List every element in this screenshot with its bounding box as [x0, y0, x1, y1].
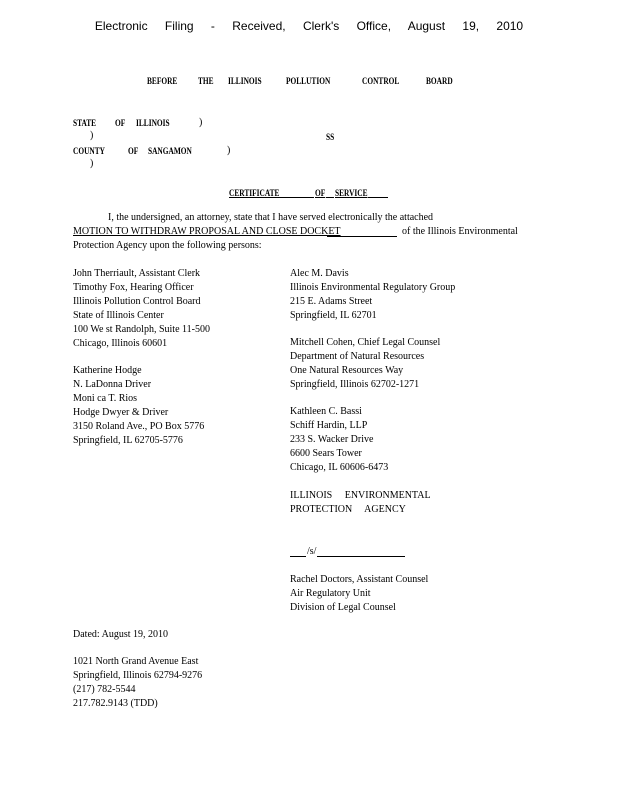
- agency-line: PROTECTION AGENCY: [290, 504, 406, 515]
- list-item: 215 E. Adams Street: [290, 296, 373, 307]
- list-item: 100 We st Randolph, Suite 11-500: [73, 324, 210, 335]
- service-list-left-2: [73, 364, 204, 448]
- signer-line: Air Regulatory Unit: [290, 588, 371, 599]
- list-item: Springfield, IL 62701: [290, 310, 377, 321]
- list-item: Katherine Hodge: [73, 365, 142, 376]
- body-line-2: of the Illinois Environmental: [402, 226, 518, 237]
- state-label: STATE: [73, 118, 97, 128]
- list-item: State of Illinois Center: [73, 310, 164, 321]
- filing-stamp: Electronic Filing - Received, Clerk's Office, August 19, 2010: [94, 19, 524, 33]
- agency-line: ILLINOIS ENVIRONMENTAL: [290, 490, 431, 501]
- address-line: 1021 North Grand Avenue East: [73, 656, 199, 667]
- title-of: OF: [315, 188, 326, 198]
- list-item: Illinois Pollution Control Board: [73, 296, 201, 307]
- caption-control: CONTROL: [362, 76, 400, 86]
- title-underline-gap: [276, 197, 314, 198]
- list-item: Timothy Fox, Hearing Officer: [73, 282, 194, 293]
- list-item: John Therriault, Assistant Clerk: [73, 268, 201, 279]
- list-item: 3150 Roland Ave., PO Box 5776: [73, 421, 205, 432]
- county-label: COUNTY: [73, 146, 105, 156]
- caption-illinois: ILLINOIS: [228, 76, 262, 86]
- caption-pollution: POLLUTION: [286, 76, 331, 86]
- title-underline-tail: [368, 197, 388, 198]
- title-underline-gap-2: [326, 197, 334, 198]
- list-item: One Natural Resources Way: [290, 365, 404, 376]
- signature-line-left: [290, 556, 306, 557]
- list-item: 233 S. Wacker Drive: [290, 434, 374, 445]
- county-name: SANGAMON: [148, 146, 192, 156]
- dated-line: Dated: August 19, 2010: [73, 629, 168, 640]
- service-list-left-1: [73, 267, 210, 351]
- state-name: ILLINOIS: [136, 118, 170, 128]
- service-list-right-1: [290, 267, 455, 323]
- list-item: Schiff Hardin, LLP: [290, 420, 368, 431]
- county-of: OF: [128, 146, 139, 156]
- caption-the: THE: [198, 76, 214, 86]
- address-line: Springfield, Illinois 62794-9276: [73, 670, 203, 681]
- address-line: 217.782.9143 (TDD): [73, 698, 158, 709]
- county-paren: ): [227, 145, 231, 156]
- title-service: SERVICE: [335, 188, 368, 198]
- service-list-right-3: [290, 405, 388, 475]
- motion-underline: [327, 236, 397, 237]
- list-item: Springfield, IL 62705-5776: [73, 435, 183, 446]
- state-paren: ): [199, 117, 203, 128]
- county-paren-2: ): [90, 158, 94, 169]
- caption-before: BEFORE: [147, 76, 178, 86]
- list-item: Department of Natural Resources: [290, 351, 425, 362]
- list-item: Moni ca T. Rios: [73, 393, 138, 404]
- signature: /s/: [307, 546, 317, 557]
- list-item: Springfield, Illinois 62702-1271: [290, 379, 420, 390]
- body-line-3: Protection Agency upon the following persons:: [73, 240, 262, 251]
- list-item: Chicago, IL 60606-6473: [290, 462, 389, 473]
- body-line-1: I, the undersigned, an attorney, state that I have served electronically the attached: [108, 212, 434, 223]
- state-paren-2: ): [90, 130, 94, 141]
- state-of: OF: [115, 118, 126, 128]
- list-item: Kathleen C. Bassi: [290, 406, 362, 417]
- list-item: N. LaDonna Driver: [73, 379, 152, 390]
- signer-block: [290, 573, 428, 615]
- list-item: Mitchell Cohen, Chief Legal Counsel: [290, 337, 441, 348]
- list-item: Alec M. Davis: [290, 268, 349, 279]
- list-item: Chicago, Illinois 60601: [73, 338, 168, 349]
- signer-line: Rachel Doctors, Assistant Counsel: [290, 574, 429, 585]
- signature-line-right: [317, 556, 405, 557]
- title-certificate: CERTIFICATE: [229, 188, 280, 198]
- signer-line: Division of Legal Counsel: [290, 602, 396, 613]
- agency-name: [290, 489, 431, 517]
- service-list-right-2: [290, 336, 440, 392]
- ss-label: SS: [326, 132, 335, 142]
- list-item: Hodge Dwyer & Driver: [73, 407, 169, 418]
- caption-board: BOARD: [426, 76, 453, 86]
- motion-title: MOTION TO WITHDRAW PROPOSAL AND CLOSE DOCKET: [73, 226, 341, 237]
- agency-address: [73, 655, 202, 711]
- address-line: (217) 782-5544: [73, 684, 136, 695]
- list-item: Illinois Environmental Regulatory Group: [290, 282, 456, 293]
- list-item: 6600 Sears Tower: [290, 448, 362, 459]
